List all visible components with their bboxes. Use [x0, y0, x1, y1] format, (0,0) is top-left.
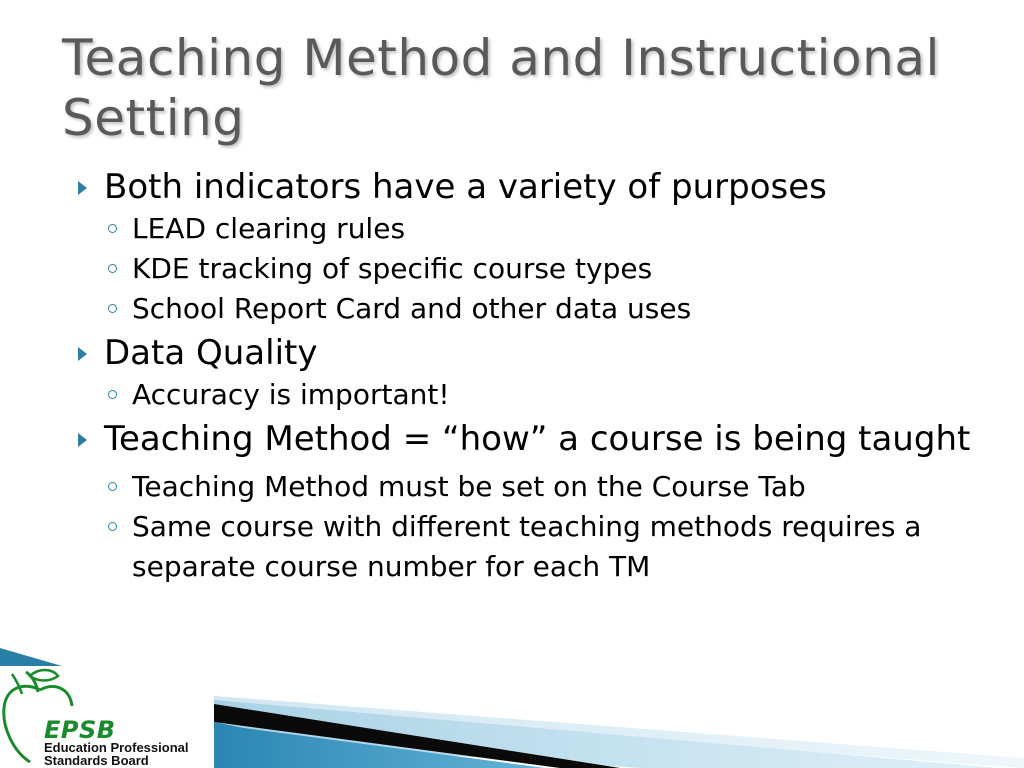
bullet-text: Teaching Method = “how” a course is being taught — [104, 419, 971, 459]
bullet-text: Both indicators have a variety of purposes — [104, 167, 827, 207]
ring-bullet-icon — [108, 390, 117, 399]
sub-bullet-text: Teaching Method must be set on the Course Tab — [132, 470, 806, 503]
ring-bullet-icon — [108, 522, 117, 531]
bullet-item — [74, 166, 974, 209]
sub-bullet-item — [74, 467, 974, 507]
sub-bullet-text: School Report Card and other data uses — [132, 292, 692, 325]
sub-bullet-text: KDE tracking of specific course types — [132, 252, 653, 285]
triangle-bullet-icon — [78, 347, 87, 361]
sub-bullet-item — [74, 375, 974, 415]
logo-text-line: Education Professional — [44, 740, 189, 755]
sub-bullet-item — [74, 507, 974, 587]
logo-acronym: EPSB — [44, 716, 116, 744]
bullet-item — [74, 332, 974, 375]
triangle-bullet-icon — [78, 433, 87, 447]
slide-body — [74, 166, 974, 587]
triangle-bullet-icon — [78, 181, 87, 195]
ring-bullet-icon — [108, 304, 117, 313]
sub-bullet-item — [74, 289, 974, 329]
ring-bullet-icon — [108, 264, 117, 273]
logo-text-line: Standards Board — [44, 753, 149, 768]
bullet-text: Data Quality — [104, 333, 318, 373]
sub-bullet-item — [74, 249, 974, 289]
sub-bullet-text: Same course with different teaching methods requires a separate course number for each TM — [132, 510, 922, 583]
ring-bullet-icon — [108, 224, 117, 233]
slide-title: Teaching Method and Instructional Setting — [62, 29, 940, 147]
sub-bullet-text: Accuracy is important! — [132, 378, 450, 411]
sub-bullet-text: LEAD clearing rules — [132, 212, 406, 245]
ring-bullet-icon — [108, 482, 117, 491]
bullet-item — [74, 418, 974, 461]
sub-bullet-item — [74, 209, 974, 249]
